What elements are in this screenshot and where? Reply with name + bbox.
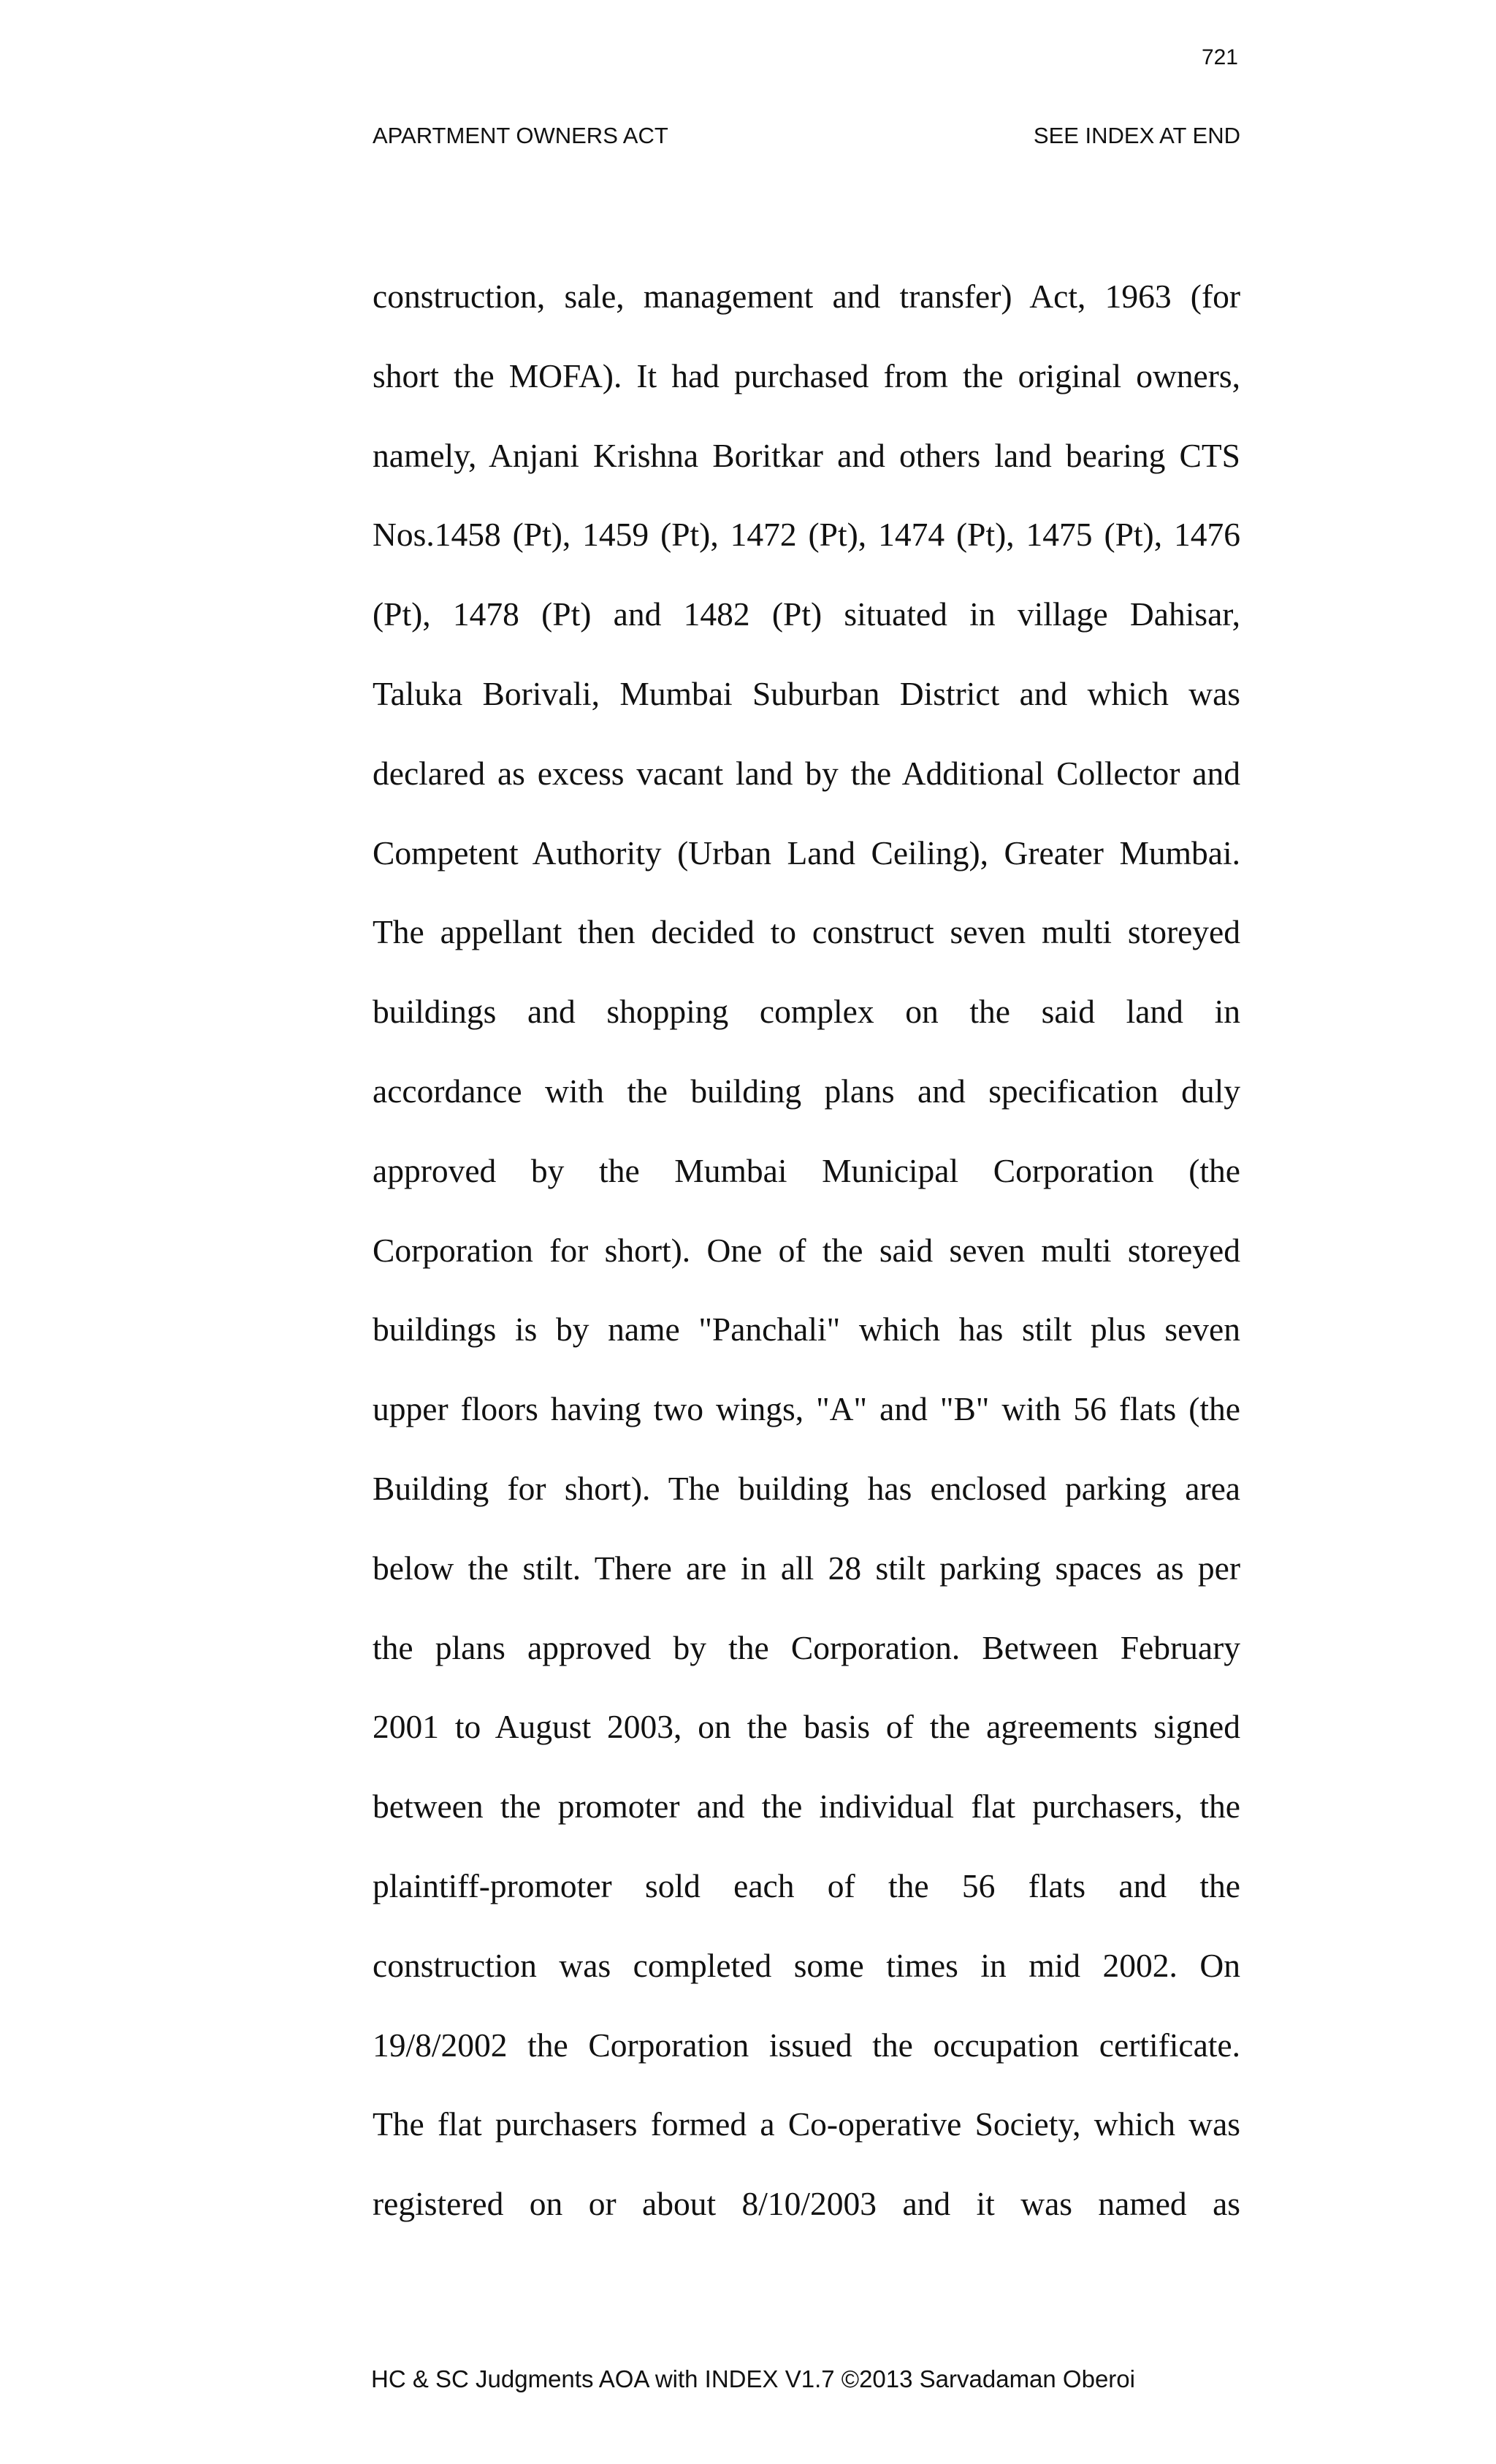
body-line: Competent Authority (Urban Land Ceiling), Greater Mumbai. xyxy=(373,834,1240,871)
body-line: 2001 to August 2003, on the basis of the agreements signed xyxy=(373,1708,1240,1746)
body-line: declared as excess vacant land by the Additional Collector and xyxy=(373,754,1240,792)
body-line: namely, Anjani Krishna Boritkar and others land bearing CTS xyxy=(373,436,1240,474)
body-line: accordance with the building plans and specification duly xyxy=(373,1072,1240,1110)
header-index-note: SEE INDEX AT END xyxy=(1033,123,1240,148)
body-line: the plans approved by the Corporation. Between February xyxy=(373,1628,1240,1666)
body-line: The flat purchasers formed a Co-operative Society, which was xyxy=(373,2105,1240,2143)
judgment-body-text xyxy=(373,257,1240,2244)
body-line: construction was completed some times in mid 2002. On xyxy=(373,1946,1240,1984)
body-line: The appellant then decided to construct seven multi storeyed xyxy=(373,913,1240,951)
body-line: plaintiff-promoter sold each of the 56 flats and the xyxy=(373,1866,1240,1904)
body-line: registered on or about 8/10/2003 and it was named as xyxy=(373,2185,1240,2223)
body-line: (Pt), 1478 (Pt) and 1482 (Pt) situated in village Dahisar, xyxy=(373,595,1240,633)
body-line: construction, sale, management and transfer) Act, 1963 (for xyxy=(373,278,1240,315)
body-line: Nos.1458 (Pt), 1459 (Pt), 1472 (Pt), 1474 (Pt), 1475 (Pt), 1476 xyxy=(373,516,1240,554)
body-line: buildings is by name "Panchali" which has stilt plus seven xyxy=(373,1311,1240,1349)
page-footer: HC & SC Judgments AOA with INDEX V1.7 ©2013 Sarvadaman Oberoi xyxy=(371,2365,1135,2392)
body-line: short the MOFA). It had purchased from the original owners, xyxy=(373,356,1240,394)
body-line: between the promoter and the individual flat purchasers, the xyxy=(373,1788,1240,1826)
header-title: APARTMENT OWNERS ACT xyxy=(373,123,668,148)
body-line: 19/8/2002 the Corporation issued the occupation certificate. xyxy=(373,2026,1240,2064)
body-line: below the stilt. There are in all 28 stilt parking spaces as per xyxy=(373,1549,1240,1587)
body-line: upper floors having two wings, "A" and "B" with 56 flats (the xyxy=(373,1390,1240,1428)
page-number: 721 xyxy=(1201,45,1238,69)
body-line: Corporation for short). One of the said seven multi storeyed xyxy=(373,1231,1240,1269)
body-line: approved by the Mumbai Municipal Corporation (the xyxy=(373,1151,1240,1189)
body-line: Taluka Borivali, Mumbai Suburban District and which was xyxy=(373,674,1240,712)
running-header xyxy=(373,123,1240,149)
body-line: Building for short). The building has enclosed parking area xyxy=(373,1469,1240,1507)
body-line: buildings and shopping complex on the said land in xyxy=(373,993,1240,1031)
